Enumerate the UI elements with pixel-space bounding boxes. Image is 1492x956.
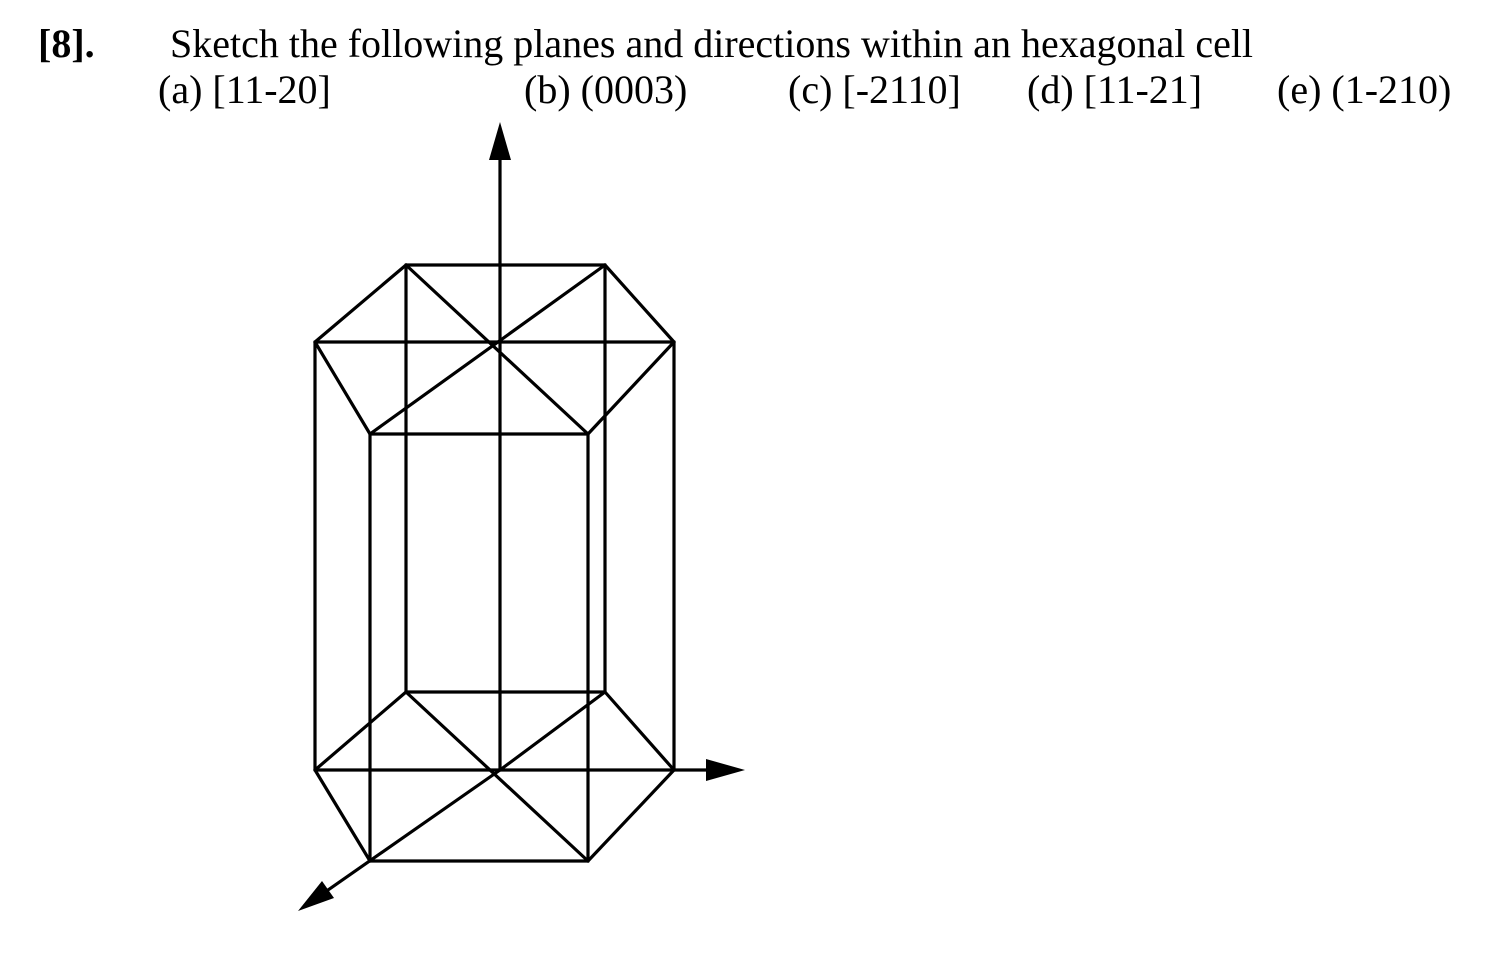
bottom-spokes <box>406 692 605 861</box>
bottom-edge <box>315 692 406 770</box>
vertical-axis-arrowhead <box>489 122 511 160</box>
item-a: (a) [11-20] <box>158 67 331 112</box>
oblique-axis-line <box>328 770 500 890</box>
question-number: [8]. <box>38 21 95 66</box>
item-e: (e) (1-210) <box>1277 67 1452 112</box>
item-c: (c) [-2110] <box>788 67 961 112</box>
top-hexagon <box>315 265 674 434</box>
bottom-edge <box>605 692 674 770</box>
question-prompt: Sketch the following planes and directions within an hexagonal cell <box>170 21 1254 66</box>
bottom-spoke <box>406 692 588 861</box>
top-edge <box>605 265 674 342</box>
top-edge <box>315 342 370 434</box>
bottom-edge <box>588 770 674 861</box>
horizontal-axis <box>315 759 745 781</box>
bottom-edge <box>315 770 370 861</box>
top-edge <box>588 342 674 434</box>
oblique-axis-arrowhead <box>298 881 334 911</box>
vertical-axis <box>489 122 511 770</box>
top-edge <box>315 265 406 342</box>
horizontal-axis-arrowhead <box>706 759 745 781</box>
top-spokes <box>315 265 674 434</box>
item-d: (d) [11-21] <box>1027 67 1203 112</box>
item-b: (b) (0003) <box>524 67 688 112</box>
top-spoke <box>406 265 588 434</box>
